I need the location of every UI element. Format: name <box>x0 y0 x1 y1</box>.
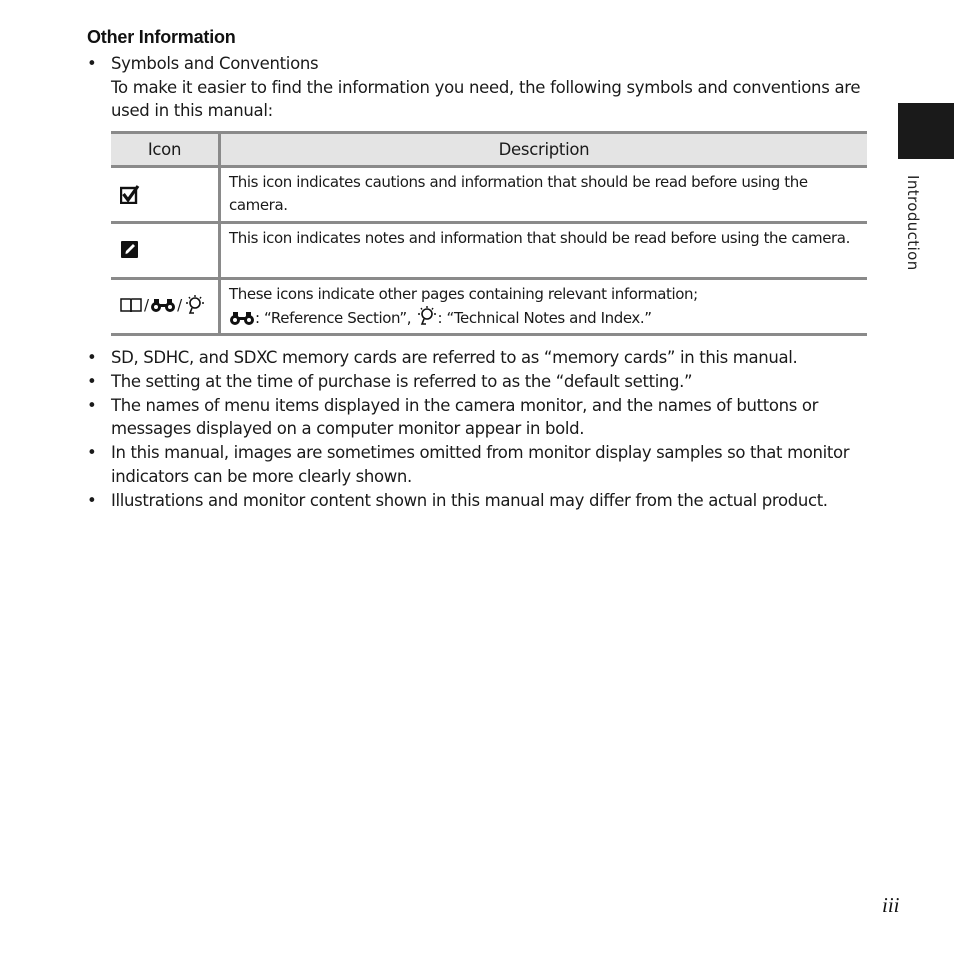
bullet-dot: • <box>87 348 97 367</box>
list-item-text: Illustrations and monitor content shown in this manual may differ from the actual product. <box>111 490 828 510</box>
row-description: This icon indicates notes and information that should be read before using the camera. <box>229 229 850 247</box>
binoculars-icon <box>229 310 255 333</box>
table-row <box>111 168 867 224</box>
binoculars-icon <box>150 297 176 313</box>
page-number: iii <box>882 893 900 917</box>
table-row <box>111 224 867 280</box>
row-description: This icon indicates cautions and information that should be read before using the camera. <box>229 173 808 214</box>
table-row <box>111 280 867 336</box>
bullet-dot: • <box>87 443 97 463</box>
list-item-text: In this manual, images are sometimes omitted from monitor display samples so that monitor indicators can be more clearly shown. <box>111 443 850 486</box>
icon-separator: / <box>177 296 183 314</box>
note-pencil-icon <box>120 240 140 264</box>
lightbulb-icon <box>415 306 437 333</box>
list-item-text: The setting at the time of purchase is referred to as the “default setting.” <box>111 371 693 391</box>
bullet-body: To make it easier to find the information you need, the following symbols and conventions are used in this manual: <box>111 77 861 120</box>
list-item <box>87 394 887 442</box>
chapter-tab-label: Introduction <box>904 175 922 271</box>
list-item <box>87 346 887 370</box>
symbols-conventions-bullet <box>87 52 877 123</box>
bullet-dot: • <box>87 490 97 510</box>
book-icon <box>119 296 143 314</box>
conventions-list <box>87 346 887 513</box>
row-description <box>221 280 867 333</box>
list-item <box>87 441 887 489</box>
chapter-tab[interactable] <box>898 103 954 159</box>
table-header-row <box>111 131 867 168</box>
page-reference-icons <box>119 295 205 315</box>
icon-separator: / <box>144 296 150 314</box>
reference-intro: These icons indicate other pages containing relevant information; <box>229 285 698 303</box>
caution-check-icon <box>120 184 140 208</box>
table-header-description: Description <box>498 140 590 159</box>
reference-section-text: : “Reference Section”, <box>255 309 416 327</box>
bullet-title: Symbols and Conventions <box>111 54 319 73</box>
section-heading: Other Information <box>87 27 236 47</box>
list-item <box>87 489 887 513</box>
symbols-table <box>111 131 867 336</box>
bullet-dot: • <box>87 371 97 391</box>
bullet-dot: • <box>87 395 97 415</box>
bullet-dot: • <box>87 54 97 73</box>
list-item <box>87 370 887 394</box>
list-item-text: The names of menu items displayed in the camera monitor, and the names of buttons or messages displayed on a computer monitor appear in bold. <box>111 395 819 439</box>
lightbulb-icon <box>183 295 205 315</box>
table-header-icon: Icon <box>111 134 221 165</box>
list-item-text: SD, SDHC, and SDXC memory cards are referred to as “memory cards” in this manual. <box>111 348 798 367</box>
technical-notes-text: : “Technical Notes and Index.” <box>437 309 652 327</box>
